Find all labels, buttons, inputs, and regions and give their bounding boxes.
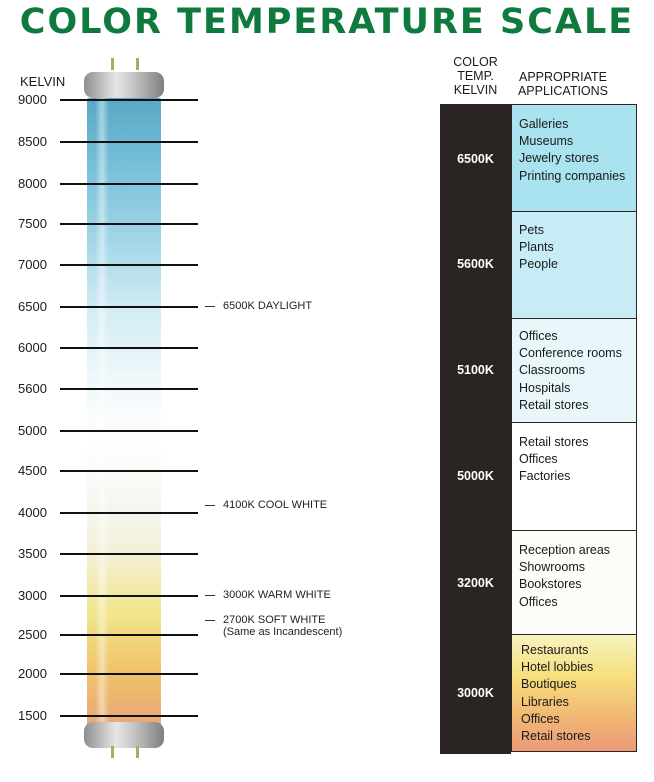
application-item: Retail stores xyxy=(519,435,589,449)
application-item: Offices xyxy=(521,711,560,726)
application-item: Classrooms xyxy=(519,363,585,378)
application-item: Jewelry stores xyxy=(519,151,599,166)
annotation-dash xyxy=(205,306,215,307)
row-temp-label: 3000K xyxy=(457,686,494,700)
tube-pin-top-left xyxy=(111,58,114,70)
tube-pin-bottom-left xyxy=(111,746,114,758)
application-item: Offices xyxy=(519,452,558,467)
tick-label: 6000 xyxy=(18,340,47,355)
tick-label: 3500 xyxy=(18,546,47,561)
row-temp-label: 6500K xyxy=(457,152,494,166)
tick-label: 9000 xyxy=(18,92,47,107)
annotation-soft-white: 2700K SOFT WHITE xyxy=(223,614,326,626)
tick-line xyxy=(60,553,198,555)
tick-label: 8000 xyxy=(18,176,47,191)
application-item: Reception areas xyxy=(519,543,611,557)
tick-line xyxy=(60,388,198,390)
tick-line xyxy=(60,183,198,185)
tick-label: 5600 xyxy=(18,381,47,396)
tick-label: 2000 xyxy=(18,666,47,681)
row-temp-label: 5600K xyxy=(457,257,494,271)
header-line: COLOR xyxy=(453,55,498,69)
row-applications-box xyxy=(511,318,637,423)
tick-line xyxy=(60,470,198,472)
tick-line xyxy=(60,141,198,143)
application-item: Hotel lobbies xyxy=(521,660,594,675)
tick-line xyxy=(60,673,198,675)
temperature-column xyxy=(440,104,511,754)
application-item: People xyxy=(519,257,558,272)
application-item: Showrooms xyxy=(519,560,585,575)
tube-pin-bottom-right xyxy=(136,746,139,758)
tick-line xyxy=(60,512,198,514)
application-item: Boutiques xyxy=(521,677,577,692)
header-line: APPLICATIONS xyxy=(517,84,609,98)
annotation-cool-white: 4100K COOL WHITE xyxy=(223,499,328,511)
application-item: Pets xyxy=(519,223,545,237)
application-item: Museums xyxy=(519,134,574,149)
tube-end-cap-top xyxy=(84,72,164,98)
application-item: Plants xyxy=(519,240,554,255)
application-item: Factories xyxy=(519,469,571,484)
row-temp-label: 5000K xyxy=(457,469,494,483)
tick-line xyxy=(60,634,198,636)
application-item: Restaurants xyxy=(521,643,589,657)
kelvin-axis-label: KELVIN xyxy=(20,74,66,89)
annotation-dash xyxy=(205,505,215,506)
tick-label: 3000 xyxy=(18,588,47,603)
tube-end-cap-bottom xyxy=(84,722,164,748)
tick-label: 2500 xyxy=(18,627,47,642)
tick-label: 8500 xyxy=(18,134,47,149)
tick-line xyxy=(60,715,198,717)
tube-pin-top-right xyxy=(136,58,139,70)
application-item: Galleries xyxy=(519,117,569,131)
header-line: APPROPRIATE xyxy=(519,70,607,84)
tick-label: 1500 xyxy=(18,708,47,723)
tick-line xyxy=(60,99,198,101)
tick-line xyxy=(60,347,198,349)
tick-label: 7500 xyxy=(18,216,47,231)
tick-label: 5000 xyxy=(18,423,47,438)
application-item: Bookstores xyxy=(519,577,582,592)
page-title: COLOR TEMPERATURE SCALE xyxy=(19,2,635,42)
annotation-dash xyxy=(205,595,215,596)
tick-line xyxy=(60,264,198,266)
application-item: Retail stores xyxy=(519,397,589,412)
row-applications-box xyxy=(511,634,637,752)
row-applications-box xyxy=(511,104,637,212)
tick-line xyxy=(60,306,198,308)
tick-line xyxy=(60,223,198,225)
row-applications-box xyxy=(511,422,637,531)
tick-label: 4500 xyxy=(18,463,47,478)
column-header-temp xyxy=(440,55,511,97)
tick-label: 4000 xyxy=(18,505,47,520)
tick-line xyxy=(60,430,198,432)
row-temp-label: 5100K xyxy=(457,363,494,377)
application-item: Libraries xyxy=(521,694,569,709)
row-applications-box xyxy=(511,530,637,635)
annotation-daylight: 6500K DAYLIGHT xyxy=(223,300,313,312)
application-item: Retail stores xyxy=(521,729,591,744)
row-temp-label: 3200K xyxy=(457,576,494,590)
header-line: KELVIN xyxy=(453,83,498,97)
annotation-warm-white: 3000K WARM WHITE xyxy=(223,589,331,601)
application-item: Printing companies xyxy=(519,168,626,183)
tick-label: 7000 xyxy=(18,257,47,272)
application-item: Offices xyxy=(519,329,558,343)
application-item: Hospitals xyxy=(519,380,571,395)
header-line: TEMP. xyxy=(457,69,494,83)
annotation-soft-white-sub: (Same as Incandescent) xyxy=(223,626,343,638)
annotation-dash xyxy=(205,620,215,621)
application-item: Offices xyxy=(519,594,558,609)
column-header-applications xyxy=(511,70,615,98)
row-applications-box xyxy=(511,211,637,319)
application-item: Conference rooms xyxy=(519,346,622,361)
tick-line xyxy=(60,595,198,597)
tick-label: 6500 xyxy=(18,299,47,314)
